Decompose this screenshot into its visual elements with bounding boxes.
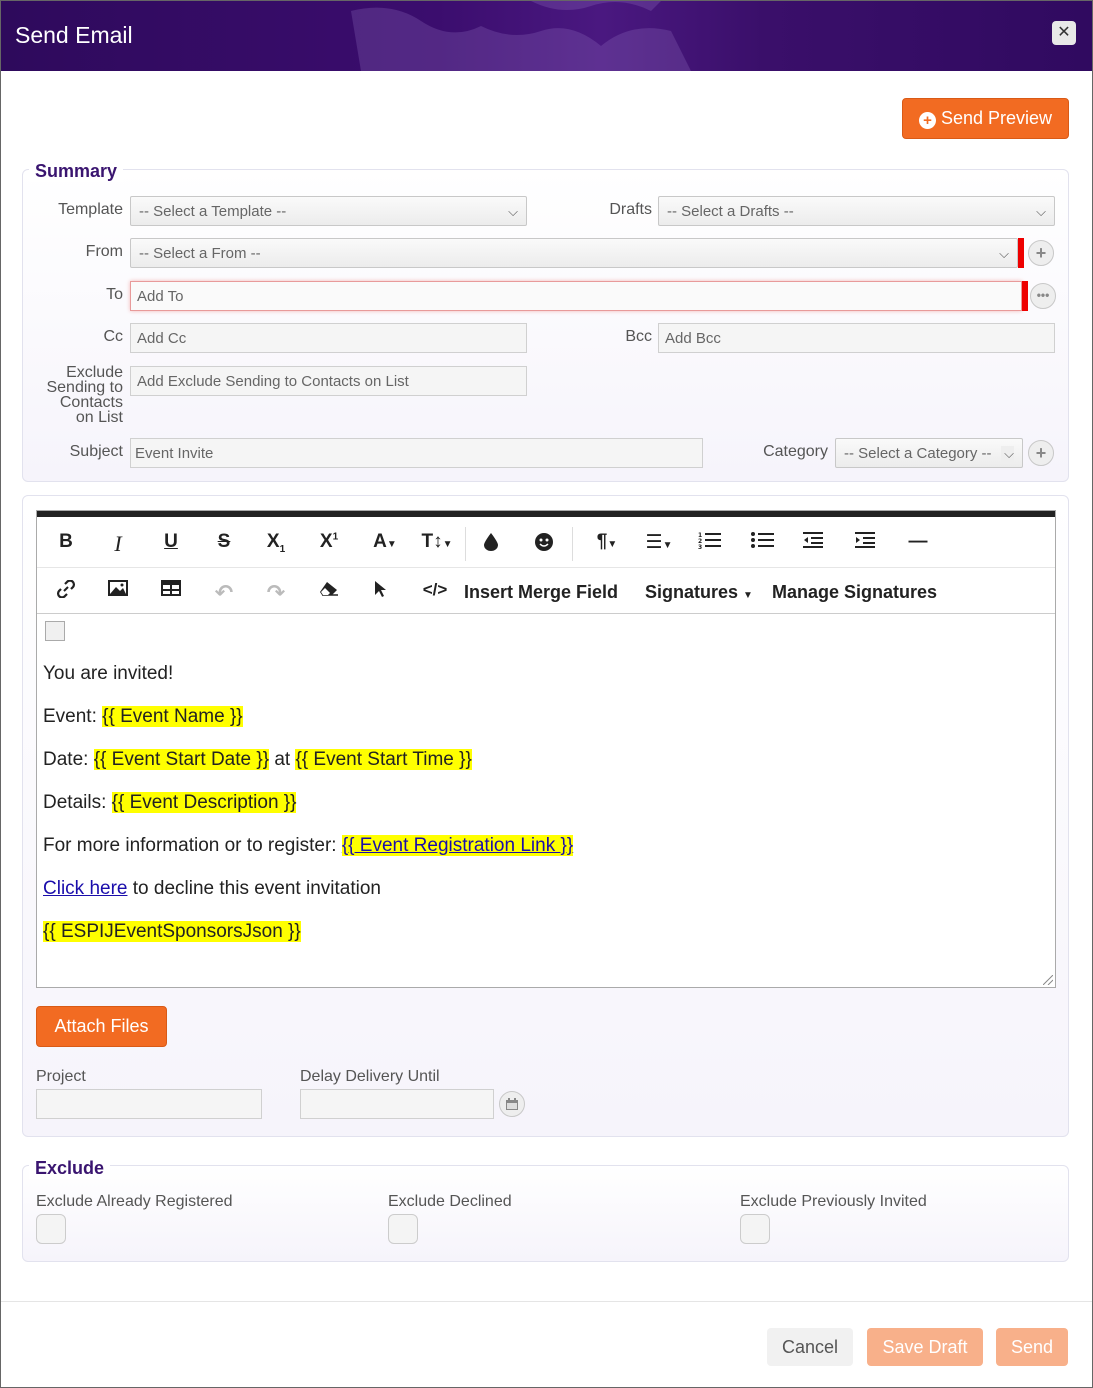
chevron-down-icon: ⌵ [999, 246, 1009, 261]
world-map-decoration [331, 1, 711, 71]
required-indicator [1018, 238, 1024, 268]
body-line-sponsors [43, 921, 301, 943]
outdent-icon[interactable] [797, 531, 829, 555]
signatures-label: Signatures [645, 582, 739, 602]
exclude-list-label: Exclude Sending to Contacts on List [46, 364, 123, 426]
exclude-registered-checkbox[interactable] [36, 1214, 66, 1244]
subscript-icon[interactable]: $X_1$ [266, 531, 286, 555]
body-line-more-info: For more information or to register: {{ Event Registration Link }} [43, 835, 574, 856]
email-editor [36, 510, 1056, 988]
plus-circle-icon: + [919, 112, 936, 129]
merge-field-start-time: {{ Event Start Time }} [295, 749, 472, 770]
svg-text:1: 1 [698, 532, 703, 539]
body-line-event: Event: {{ Event Name }} [43, 706, 243, 727]
from-select-value: -- Select a From -- [139, 245, 261, 262]
cc-label: Cc [103, 328, 123, 345]
exclude-legend: Exclude [29, 1158, 110, 1179]
chevron-down-icon: ⌵ [1001, 446, 1014, 462]
caret-down-icon: ▼ [743, 590, 753, 601]
editor-top-border [37, 511, 1055, 517]
insert-merge-field-button[interactable]: Insert Merge Field [464, 582, 619, 602]
merge-field-start-date: {{ Event Start Date }} [93, 749, 270, 770]
select-pointer-icon[interactable] [365, 580, 397, 604]
subject-input[interactable]: Event Invite [130, 438, 703, 468]
redo-icon[interactable]: ↷ [266, 580, 286, 605]
exclude-invited-label: Exclude Previously Invited [740, 1193, 927, 1210]
from-select[interactable] [130, 238, 1018, 268]
exclude-section [22, 1165, 1069, 1262]
exclude-declined-label: Exclude Declined [388, 1193, 512, 1210]
template-select-value: -- Select a Template -- [139, 203, 287, 220]
drafts-select[interactable] [658, 196, 1055, 226]
paragraph-format-icon[interactable]: ¶▼ [596, 531, 618, 552]
close-icon[interactable]: ✕ [1052, 21, 1076, 45]
toolbar-separator [465, 527, 466, 561]
exclude-registered-label: Exclude Already Registered [36, 1193, 233, 1210]
font-family-icon[interactable]: A▼ [373, 531, 397, 552]
delay-delivery-input[interactable] [300, 1089, 494, 1119]
chevron-down-icon: ⌵ [1036, 204, 1046, 219]
underline-icon[interactable]: U [164, 531, 178, 552]
send-preview-button[interactable] [902, 98, 1069, 139]
category-label: Category [763, 443, 828, 460]
send-button[interactable]: Send [996, 1328, 1068, 1366]
manage-signatures-button[interactable]: Manage Signatures [772, 582, 938, 602]
chevron-down-icon: ⌵ [508, 204, 518, 219]
dialog-title: Send Email [15, 22, 133, 48]
svg-text:3: 3 [698, 544, 703, 549]
unordered-list-icon[interactable] [747, 531, 779, 555]
template-select[interactable] [130, 196, 527, 226]
project-input[interactable] [36, 1089, 262, 1119]
category-select[interactable] [835, 438, 1023, 468]
toolbar-divider [37, 613, 1055, 614]
footer-divider [1, 1301, 1092, 1302]
to-input[interactable]: Add To [130, 281, 1022, 311]
font-size-icon[interactable]: T↕▼ [421, 531, 453, 552]
add-category-plus-icon[interactable]: + [1028, 440, 1054, 466]
body-line-decline: Click here to decline this event invitation [43, 878, 381, 899]
ordered-list-icon[interactable] [694, 531, 726, 555]
send-preview-label: Send Preview [940, 108, 1053, 128]
emoji-icon[interactable] [528, 531, 560, 557]
image-icon[interactable] [102, 580, 134, 602]
subject-label: Subject [69, 443, 123, 460]
merge-field-event-name: {{ Event Name }} [102, 706, 243, 727]
more-options-icon[interactable]: ••• [1030, 283, 1056, 309]
calendar-icon[interactable] [499, 1091, 525, 1117]
table-icon[interactable] [155, 580, 187, 602]
merge-field-description: {{ Event Description }} [111, 792, 297, 813]
template-label: Template [58, 201, 123, 218]
save-draft-button[interactable]: Save Draft [867, 1328, 983, 1366]
body-line-details: Details: {{ Event Description }} [43, 792, 297, 813]
bcc-label: Bcc [625, 328, 652, 345]
delay-delivery-label: Delay Delivery Until [300, 1068, 440, 1085]
category-select-value: -- Select a Category -- [844, 445, 992, 462]
align-icon[interactable]: ☰▼ [645, 532, 673, 553]
bold-icon[interactable]: B [59, 531, 73, 552]
strikethrough-icon[interactable]: S [217, 531, 231, 552]
undo-icon[interactable]: ↶ [214, 580, 234, 605]
svg-text:2: 2 [698, 538, 703, 545]
bcc-input[interactable]: Add Bcc [658, 323, 1055, 353]
cancel-button[interactable]: Cancel [767, 1328, 853, 1366]
editor-toolbar-row-2 [37, 567, 1055, 615]
cc-input[interactable]: Add Cc [130, 323, 527, 353]
text-color-icon[interactable] [475, 531, 507, 557]
link-icon[interactable] [50, 580, 82, 604]
from-label: From [85, 243, 123, 260]
click-here-link[interactable]: Click here [43, 878, 128, 899]
code-view-icon[interactable]: </> [422, 580, 448, 599]
summary-legend: Summary [29, 161, 123, 182]
exclude-invited-checkbox[interactable] [740, 1214, 770, 1244]
toolbar-separator [572, 527, 573, 561]
merge-field-registration-link[interactable]: {{ Event Registration Link }} [341, 835, 574, 856]
signatures-dropdown[interactable] [645, 582, 753, 603]
merge-field-sponsors: {{ ESPIJEventSponsorsJson }} [43, 921, 301, 942]
drafts-label: Drafts [609, 201, 652, 218]
attach-files-button[interactable]: Attach Files [36, 1006, 167, 1047]
editor-toolbar-row-1 [37, 519, 1055, 567]
dialog-header [1, 1, 1092, 71]
project-label: Project [36, 1068, 86, 1085]
broken-image-icon [45, 621, 65, 641]
exclude-declined-checkbox[interactable] [388, 1214, 418, 1244]
indent-icon[interactable] [849, 531, 881, 555]
horizontal-line-icon[interactable]: — [908, 531, 928, 552]
body-line-date: Date: {{ Event Start Date }} at {{ Event Start Time }} [43, 749, 472, 770]
exclude-list-input[interactable]: Add Exclude Sending to Contacts on List [130, 366, 527, 396]
to-label: To [106, 286, 123, 303]
resize-handle-icon[interactable] [1043, 975, 1053, 985]
required-indicator [1022, 281, 1028, 311]
body-line-invited: You are invited! [43, 663, 174, 684]
superscript-icon[interactable]: $X^1$ [319, 531, 339, 552]
eraser-icon[interactable] [313, 580, 345, 602]
italic-icon[interactable]: I [114, 531, 122, 556]
drafts-select-value: -- Select a Drafts -- [667, 203, 794, 220]
add-from-plus-icon[interactable]: + [1028, 240, 1054, 266]
